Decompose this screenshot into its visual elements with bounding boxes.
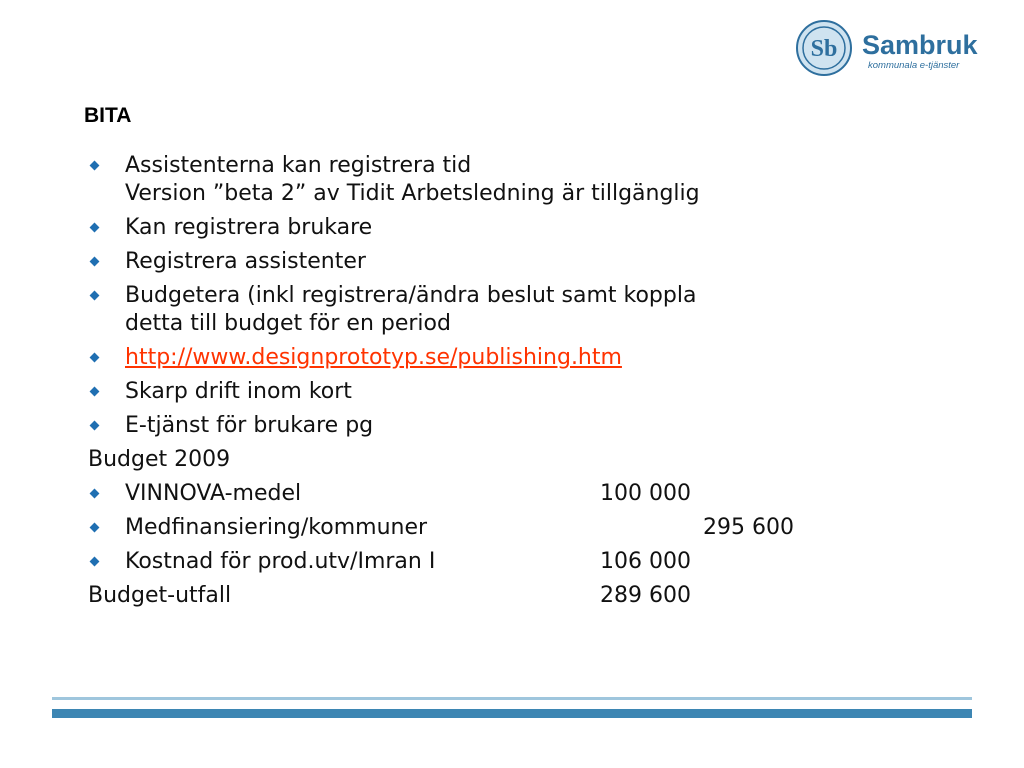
budget-value: 295 600 bbox=[703, 515, 794, 540]
slide-title: BITA bbox=[84, 104, 132, 127]
budget-value: 100 000 bbox=[600, 481, 691, 506]
diamond-bullet-icon bbox=[90, 387, 100, 397]
bullet-item-assistenter bbox=[88, 248, 988, 276]
diamond-bullet-icon bbox=[90, 523, 100, 533]
budget-label: Kostnad för prod.utv/Imran I bbox=[125, 549, 436, 574]
budget-outcome bbox=[88, 582, 988, 610]
bullet-item-assistenterna bbox=[88, 152, 988, 208]
item-text: detta till budget för en period bbox=[125, 311, 451, 336]
diamond-bullet-icon bbox=[90, 291, 100, 301]
budget-row-medfinansiering bbox=[88, 514, 988, 542]
footer-rule-dark bbox=[52, 709, 972, 718]
item-text: Skarp drift inom kort bbox=[125, 379, 352, 404]
diamond-bullet-icon bbox=[90, 257, 100, 267]
item-text: E-tjänst för brukare pg bbox=[125, 413, 374, 438]
prototype-link[interactable]: http://www.designprototyp.se/publishing.htm bbox=[125, 345, 622, 370]
diamond-bullet-icon bbox=[90, 421, 100, 431]
item-text: Version ”beta 2” av Tidit Arbetsledning är tillgänglig bbox=[125, 181, 700, 206]
budget-label: VINNOVA-medel bbox=[125, 481, 302, 506]
item-text: Assistenterna kan registrera tid bbox=[125, 153, 472, 178]
sambruk-logo bbox=[794, 18, 994, 82]
bullet-item-skarp-drift bbox=[88, 378, 988, 406]
budget-outcome-label: Budget-utfall bbox=[88, 583, 232, 608]
budget-heading-text: Budget 2009 bbox=[88, 447, 231, 472]
item-text: Registrera assistenter bbox=[125, 249, 366, 274]
bullet-item-budgetera bbox=[88, 282, 988, 338]
diamond-bullet-icon bbox=[90, 557, 100, 567]
budget-heading bbox=[88, 446, 988, 474]
diamond-bullet-icon bbox=[90, 161, 100, 171]
slide-content bbox=[88, 152, 988, 616]
logo-name: Sambruk bbox=[862, 30, 978, 60]
diamond-bullet-icon bbox=[90, 353, 100, 363]
bullet-item-brukare bbox=[88, 214, 988, 242]
item-text: Kan registrera brukare bbox=[125, 215, 373, 240]
budget-row-vinnova bbox=[88, 480, 988, 508]
budget-label: Medfinansiering/kommuner bbox=[125, 515, 428, 540]
bullet-item-e-tjanst bbox=[88, 412, 988, 440]
item-text: Budgetera (inkl registrera/ändra beslut samt koppla bbox=[125, 283, 697, 308]
footer-rule-light bbox=[52, 697, 972, 700]
budget-outcome-value: 289 600 bbox=[600, 583, 691, 608]
diamond-bullet-icon bbox=[90, 489, 100, 499]
diamond-bullet-icon bbox=[90, 223, 100, 233]
logo-mark: Sb bbox=[810, 36, 838, 62]
bullet-item-link bbox=[88, 344, 988, 372]
logo-tagline: kommunala e-tjänster bbox=[868, 60, 960, 71]
budget-row-kostnad bbox=[88, 548, 988, 576]
budget-value: 106 000 bbox=[600, 549, 691, 574]
